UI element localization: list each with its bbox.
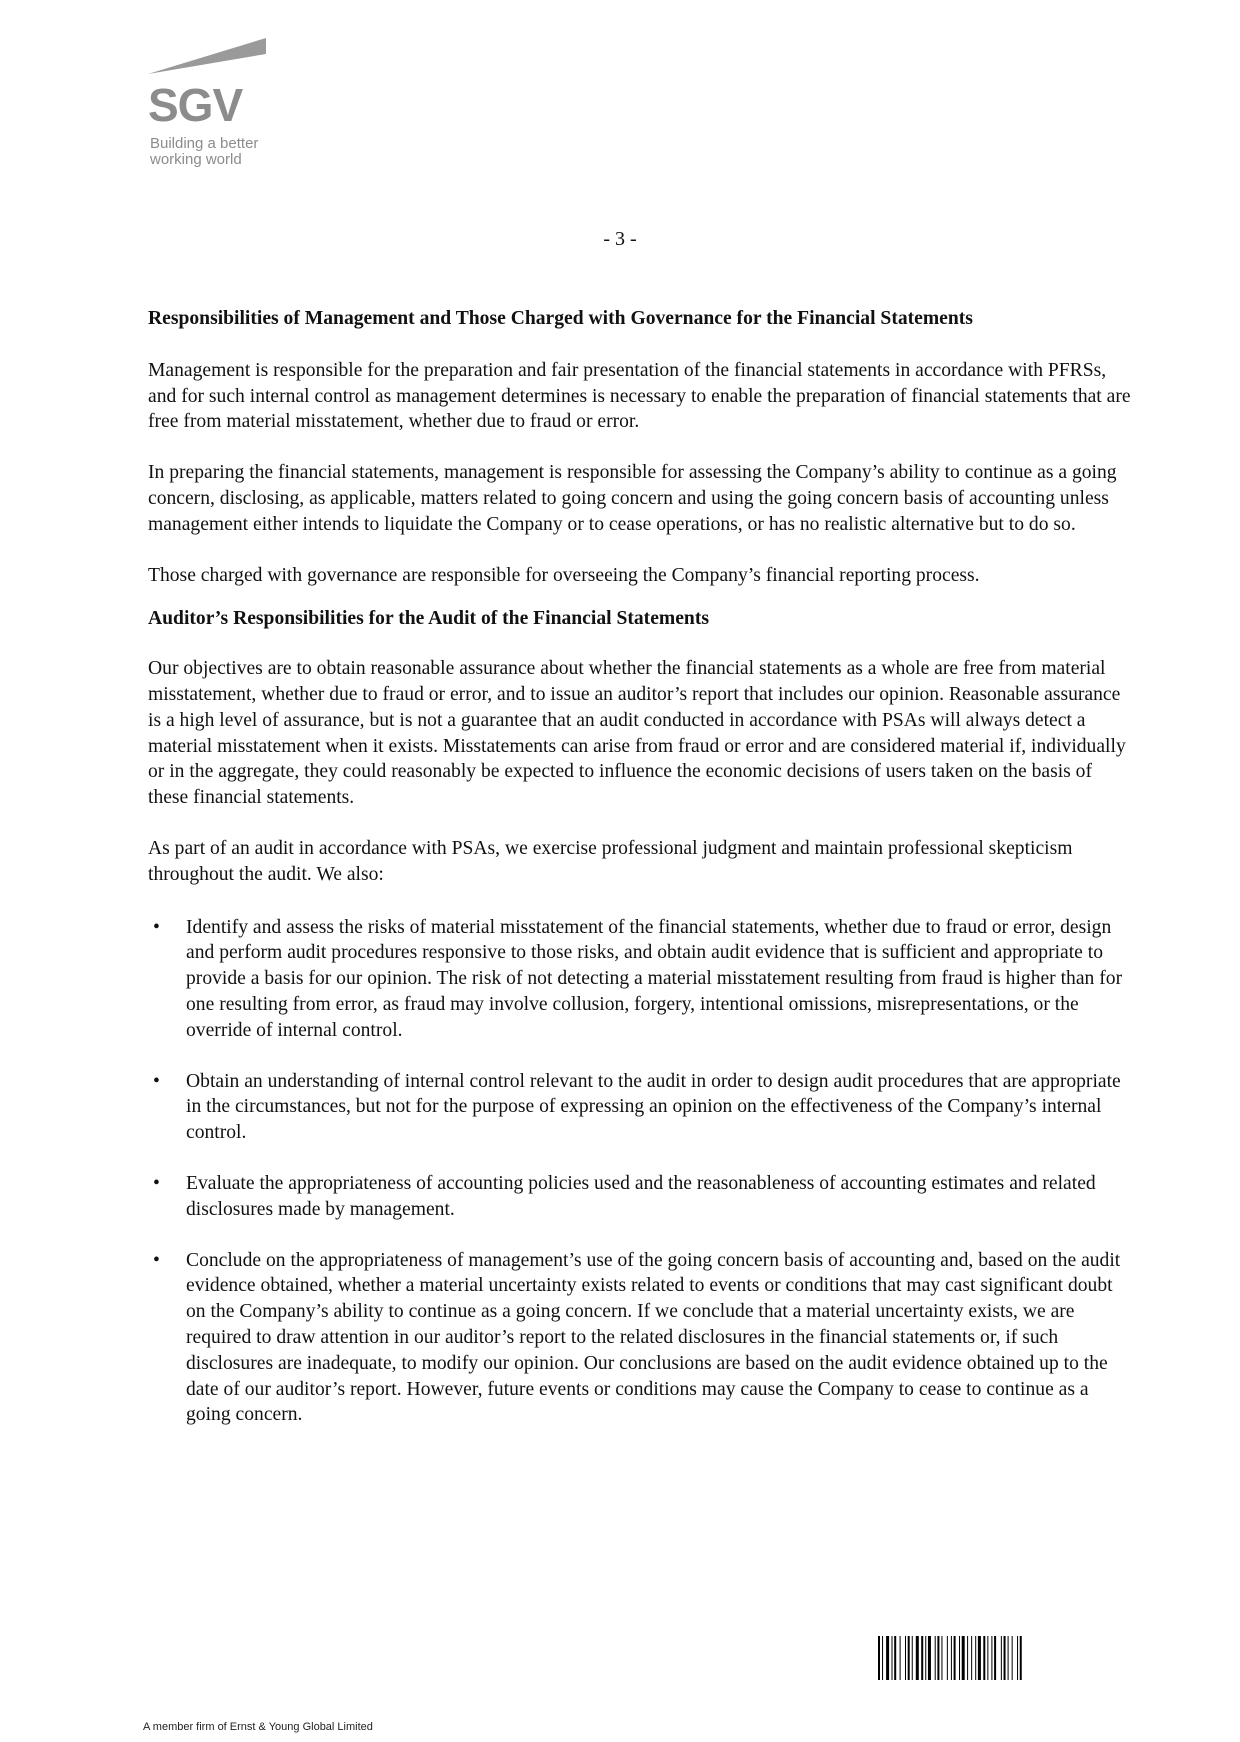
- logo-tagline: [150, 136, 310, 168]
- auditor-bullet-list: [148, 915, 1133, 1429]
- logo-swoosh-icon: [148, 38, 268, 80]
- list-item: [148, 915, 1133, 1044]
- barcode-icon: [878, 1636, 1133, 1680]
- auditor-paragraph-1: Our objectives are to obtain reasonable assurance about whether the financial statements as a whole are free from material misstatement, whether due to fraud or error, and to issue an auditor’s report that includes our opinion. Reasonable assurance is a high level of assurance, but is not a guarantee that an audit conducted in accordance with PSAs will always detect a material misstatement when it exists. Misstatements can arise from fraud or error and are considered material if, individually or in the aggregate, they could reasonably be expected to influence the economic decisions of users taken on the basis of these financial statements.: [148, 658, 1126, 809]
- sgv-logo: [148, 38, 308, 178]
- list-item: [148, 1069, 1133, 1146]
- logo-tagline-line2: working world: [150, 151, 242, 168]
- auditor-paragraph-2: As part of an audit in accordance with PSAs, we exercise professional judgment and maintain professional skepticism throughout the audit. We also:: [148, 837, 1073, 885]
- bullet-text: Obtain an understanding of internal control relevant to the audit in order to design audit procedures that are appropriate in the circumstances, but not for the purpose of expressing an opinion on the effectiveness of the Company’s internal control.: [186, 1070, 1121, 1144]
- bullet-icon: •: [153, 916, 160, 938]
- footer-note: A member firm of Ernst & Young Global Limited: [143, 1721, 373, 1733]
- bullet-text: Evaluate the appropriateness of accounting policies used and the reasonableness of accounting estimates and related disclosures made by management.: [186, 1172, 1096, 1220]
- management-paragraph-3: Those charged with governance are responsible for overseeing the Company’s financial reporting process.: [148, 564, 980, 586]
- bullet-text: Identify and assess the risks of material misstatement of the financial statements, whether due to fraud or error, design and perform audit procedures responsive to those risks, and obtain audit evidence that is sufficient and appropriate to provide a basis for our opinion. The risk of not detecting a material misstatement resulting from fraud is higher than for one resulting from error, as fraud may involve collusion, forgery, intentional omissions, misrepresentations, or the override of internal control.: [186, 916, 1123, 1041]
- list-item: [148, 1171, 1133, 1223]
- logo-wordmark: SGV: [148, 79, 243, 131]
- bullet-icon: •: [153, 1172, 160, 1194]
- logo-tagline-line1: Building a better: [150, 135, 259, 152]
- bullet-text: Conclude on the appropriateness of management’s use of the going concern basis of accounting and, based on the audit evidence obtained, whether a material uncertainty exists related to events or conditions that may cast significant doubt on the Company’s ability to continue as a going concern. If we conclude that a material uncertainty exists, we are required to draw attention in our auditor’s report to the related disclosures in the financial statements or, if such disclosures are inadequate, to modify our opinion. Our conclusions are based on the audit evidence obtained up to the date of our auditor’s report. However, future events or conditions may cause the Company to cease to continue as a going concern.: [186, 1249, 1121, 1426]
- bullet-icon: •: [153, 1249, 160, 1271]
- list-item: [148, 1248, 1133, 1429]
- page-number: - 3 -: [603, 228, 637, 250]
- bullet-icon: •: [153, 1070, 160, 1092]
- auditor-heading: Auditor’s Responsibilities for the Audit of the Financial Statements: [148, 608, 709, 630]
- management-paragraph-1: Management is responsible for the preparation and fair presentation of the financial statements in accordance with PFRSs, and for such internal control as management determines is necessary to enable the preparation of financial statements that are free from material misstatement, whether due to fraud or error.: [148, 359, 1131, 433]
- management-paragraph-2: In preparing the financial statements, management is responsible for assessing the Company’s ability to continue as a going concern, disclosing, as applicable, matters related to going concern and using the going concern basis of accounting unless management either intends to liquidate the Company or to cease operations, or has no realistic alternative but to do so.: [148, 462, 1117, 535]
- document-body: [148, 306, 1133, 1453]
- management-heading: Responsibilities of Management and Those Charged with Governance for the Financial Statements: [148, 308, 973, 329]
